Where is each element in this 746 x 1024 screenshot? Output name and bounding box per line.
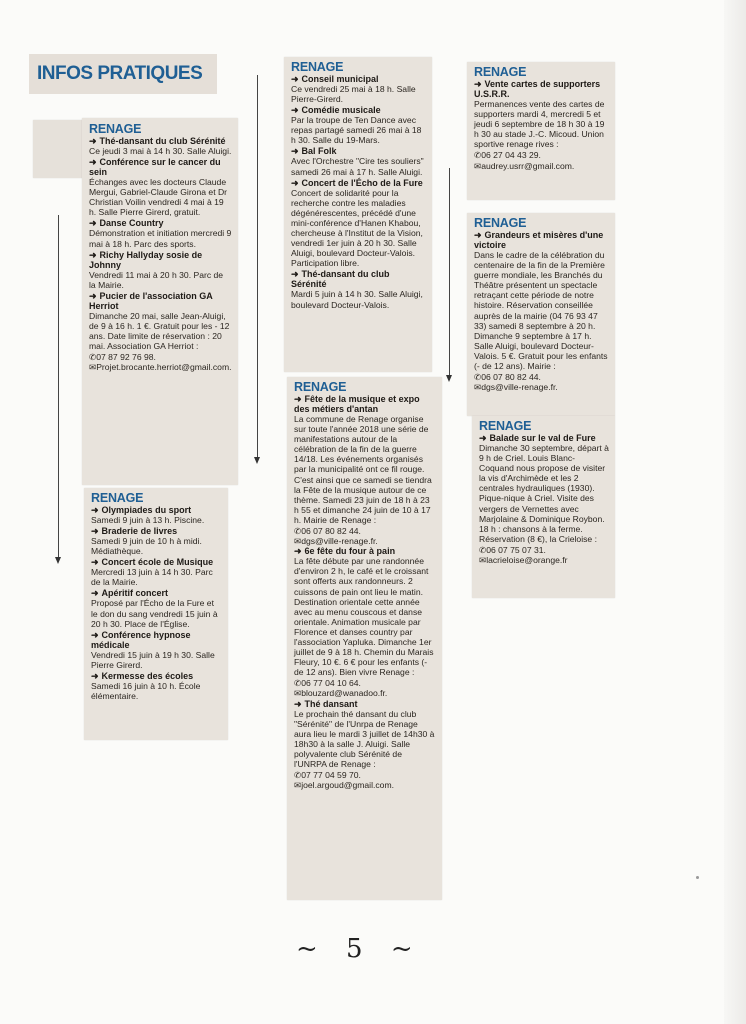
item-title <box>291 178 426 188</box>
clipping-5-items <box>474 79 609 171</box>
item-title-text: Braderie de livres <box>101 526 178 537</box>
list-item <box>474 79 609 171</box>
item-title <box>291 105 426 115</box>
item-title <box>291 146 426 156</box>
list-item <box>91 588 222 628</box>
item-body: Le prochain thé dansant du club "Sérénité" de l'Unrpa de Renage aura lieu le mardi 3 juillet de 14h30 à 18h30 à la salle J. Aluigi. Salle polyvalente club Sérénité de l'UNRPA de Renage : <box>294 708 435 769</box>
list-item <box>89 157 232 217</box>
item-title <box>91 526 222 536</box>
item-contact: ✉Projet.brocante.herriot@gmail.com. <box>89 362 232 373</box>
arrow-middle <box>257 75 258 460</box>
item-title <box>291 269 426 289</box>
clipping-6-head: RENAGE <box>474 216 527 230</box>
list-item <box>91 630 222 670</box>
item-body: Échanges avec les docteurs Claude Mergui, Gabriel-Claude Girona et Dr Christian Voilin vendredi 4 mai à 19 h. Salle Pierre Girerd, gratuit. <box>89 177 228 218</box>
list-item <box>89 291 232 373</box>
list-item <box>89 136 232 156</box>
item-contact: ✉lacrieloise@orange.fr <box>479 555 568 566</box>
clipping-6 <box>467 213 615 416</box>
clipping-4-items <box>294 394 436 790</box>
item-title-text: Concert de l'Écho de la Fure <box>301 177 423 188</box>
clipping-4 <box>287 377 442 900</box>
item-body: Concert de solidarité pour la recherche contre les maladies dégénérescentes, précédé d'une mini-conférence d'Hanen Khabou, chercheuse à l'Institut de la Vision, vendredi 1er juin à 20 h 30. Salle Aluigi, boulevard Docteur-Valois. Participation libre. <box>291 187 423 269</box>
arrow-icon: ➜ <box>291 74 299 84</box>
arrow-left <box>58 215 59 560</box>
clipping-3-head: RENAGE <box>291 60 344 74</box>
item-title <box>294 394 436 414</box>
clipping-5-head: RENAGE <box>474 65 527 79</box>
item-title <box>291 74 426 84</box>
arrow-icon: ➜ <box>479 433 487 443</box>
item-title <box>294 699 436 709</box>
list-item <box>291 146 426 176</box>
list-item <box>89 250 232 290</box>
arrow-icon: ➜ <box>91 588 99 599</box>
arrow-icon: ➜ <box>291 105 299 116</box>
item-title-text: Balade sur le val de Fure <box>489 433 596 443</box>
clipping-7-head: RENAGE <box>479 419 532 433</box>
item-body: Vendredi 15 juin à 19 h 30. Salle Pierre Girerd. <box>91 649 215 670</box>
item-contact: ✉dgs@ville-renage.fr. <box>294 536 378 547</box>
item-body: Permanences vente des cartes de supporters mardi 4, mercredi 5 et jeudi 6 septembre de 18 h 30 à 19 h 30 au stade J.-C. Micoud. Union sportive renage rives : <box>474 99 605 150</box>
clipping-6-items <box>474 230 609 392</box>
arrow-icon: ➜ <box>91 526 99 537</box>
list-item <box>91 671 222 701</box>
item-title-text: Apéritif concert <box>101 588 169 599</box>
item-title-text: Thé dansant <box>304 698 358 709</box>
item-title <box>89 136 232 146</box>
item-body: Samedi 16 juin à 10 h. École élémentaire. <box>91 680 201 702</box>
item-body: Proposé par l'Écho de la Fure et le don du sang vendredi 15 juin à 20 h 30. Place de l'Église. <box>91 598 218 629</box>
item-title-text: Grandeurs et misères d'une victoire <box>474 230 604 250</box>
arrow-icon: ➜ <box>294 394 302 404</box>
item-body: Ce jeudi 3 mai à 14 h 30. Salle Aluigi. <box>89 146 232 156</box>
clipping-1-items <box>89 136 232 372</box>
page-title-part1: INFOS <box>37 63 93 84</box>
item-body: Mardi 5 juin à 14 h 30. Salle Aluigi, boulevard Docteur-Valois. <box>291 289 423 310</box>
clipping-4-head: RENAGE <box>294 380 347 394</box>
arrow-icon: ➜ <box>89 136 97 146</box>
item-body: Dimanche 20 mai, salle Jean-Aluigi, de 9 à 16 h. 1 €. Gratuit pour les - 12 ans. Date limite de réservation : 20 mai. Association GA Herriot : <box>89 310 230 352</box>
item-contact: ✆06 07 80 82 44. <box>474 372 541 383</box>
item-body: Samedi 9 juin à 13 h. Piscine. <box>91 515 205 525</box>
paper-edge <box>724 0 746 1024</box>
item-title-text: Conférence hypnose médicale <box>91 629 191 650</box>
arrow-right <box>449 168 450 378</box>
item-title-text: Olympiades du sport <box>101 505 192 515</box>
arrow-icon: ➜ <box>89 218 97 229</box>
item-title <box>91 505 222 515</box>
item-title-text: Conférence sur le cancer du sein <box>89 157 221 178</box>
page-title-part2: PRATIQUES <box>97 63 203 84</box>
item-title <box>89 218 232 228</box>
item-title <box>479 433 609 443</box>
item-title <box>89 291 232 311</box>
item-contact: ✉blouzard@wanadoo.fr. <box>294 688 388 699</box>
list-item <box>291 178 426 269</box>
arrow-icon: ➜ <box>91 670 99 681</box>
item-body: Samedi 9 juin de 10 h à midi. Médiathèque. <box>91 536 202 557</box>
item-title-text: Vente cartes de supporters U.S.R.R. <box>474 79 601 99</box>
item-contact: ✉dgs@ville-renage.fr. <box>474 382 558 393</box>
item-title-text: Comédie musicale <box>301 105 381 116</box>
item-contact: ✆06 27 04 43 29. <box>474 150 541 161</box>
clipping-1-body <box>82 118 238 485</box>
clipping-7-items <box>479 433 609 565</box>
clipping-7 <box>472 416 615 598</box>
item-title <box>474 230 609 250</box>
item-title-text: Concert école de Musique <box>101 557 214 568</box>
item-title-text: Richy Hallyday sosie de Johnny <box>89 249 203 270</box>
item-contact: ✆06 07 80 82 44. <box>294 526 361 537</box>
item-title-text: Conseil municipal <box>301 74 379 84</box>
item-contact: ✆07 77 04 59 70. <box>294 770 361 781</box>
item-title-text: 6e fête du four à pain <box>304 546 396 557</box>
item-title-text: Thé-dansant du club Sérénité <box>99 136 226 146</box>
item-body: Dans le cadre de la célébration du centenaire de la fin de la Première guerre mondiale, les Branchés du Théâtre présentent un spectacle retraçant cette période de notre histoire. Réservation conseillée auprès de la mairie (04 76 93 47 33) samedi 8 septembre à 20 h. Dimanche 9 septembre à 17 h. Salle Aluigi, boulevard Docteur-Valois. 5 €. Gratuit pour les enfants (- de 12 ans). Mairie : <box>474 250 608 372</box>
item-body: Dimanche 30 septembre, départ à 9 h de Criel. Louis Blanc-Coquand nous propose de visiter la vis d'Archimède et les 2 centrales hydrauliques (1930). Pique-nique à Criel. Visite des vergers de Vernettes avec Marjolaine & Dominique Roybon. 18 h : chansons à la ferme. Réservation (8 €), la Crieloise : <box>479 443 609 544</box>
list-item <box>91 526 222 556</box>
item-contact: ✉joel.argoud@gmail.com. <box>294 780 394 791</box>
clipping-1-head: RENAGE <box>89 122 142 136</box>
clipping-2 <box>84 488 228 740</box>
item-body: Vendredi 11 mai à 20 h 30. Parc de la Mairie. <box>89 269 224 290</box>
list-item <box>294 546 436 698</box>
item-title-text: Kermesse des écoles <box>101 670 194 681</box>
item-body: La commune de Renage organise sur toute l'année 2018 une série de manifestations autour de la célébration de la fin de la guerre 14/18. Les événements organisés par la municipalité ont ce fil rouge. C'est ainsi que ce samedi se tiendra la Fête de la musique autour de ce thème. Samedi 23 juin de 18 h à 23 h 55 et dimanche 24 juin de 10 à 17 h. Mairie de Renage : <box>294 414 432 525</box>
list-item <box>479 433 609 565</box>
list-item <box>474 230 609 392</box>
arrow-icon: ➜ <box>89 249 97 260</box>
page-number: ~ 5 ~ <box>296 934 423 964</box>
item-contact: ✉audrey.usrr@gmail.com. <box>474 160 575 171</box>
clipping-3 <box>284 57 432 372</box>
item-title-text: Pucier de l'association GA Herriot <box>89 290 213 311</box>
item-title <box>91 588 222 598</box>
arrow-icon: ➜ <box>91 629 99 640</box>
arrow-icon: ➜ <box>91 557 99 568</box>
arrow-icon: ➜ <box>474 79 482 89</box>
item-title-text: Danse Country <box>99 218 164 229</box>
arrow-icon: ➜ <box>89 290 97 301</box>
list-item <box>291 105 426 145</box>
arrow-icon: ➜ <box>291 177 299 188</box>
arrow-icon: ➜ <box>291 146 299 157</box>
item-contact: ✆07 87 92 76 98. <box>89 352 156 363</box>
item-title-text: Bal Folk <box>301 146 337 157</box>
list-item <box>91 557 222 587</box>
clipping-2-items <box>91 505 222 701</box>
list-item <box>91 505 222 525</box>
item-title <box>91 630 222 650</box>
arrow-icon: ➜ <box>294 698 302 709</box>
item-title <box>89 250 232 270</box>
item-body: Avec l'Orchestre "Cire tes souliers" samedi 26 mai à 17 h. Salle Aluigi. <box>291 156 424 177</box>
item-body: Démonstration et initiation mercredi 9 mai à 18 h. Parc des sports. <box>89 228 232 249</box>
item-contact: ✆06 77 04 10 64. <box>294 678 361 689</box>
item-title <box>474 79 609 99</box>
item-title <box>91 557 222 567</box>
list-item <box>89 218 232 248</box>
clipping-2-head: RENAGE <box>91 491 144 505</box>
list-item <box>294 394 436 546</box>
clipping-3-items <box>291 74 426 310</box>
item-title-text: Thé-dansant du club Sérénité <box>291 269 390 290</box>
arrow-icon: ➜ <box>89 157 97 168</box>
item-body: Par la troupe de Ten Dance avec repas partagé samedi 26 mai à 18 h 30. Salle du 19-Mars. <box>291 115 422 146</box>
item-title-text: Fête de la musique et expo des métiers d'antan <box>294 394 420 414</box>
speck <box>696 876 699 879</box>
arrow-icon: ➜ <box>291 269 299 280</box>
item-title <box>294 546 436 556</box>
arrow-icon: ➜ <box>294 546 302 557</box>
item-title <box>89 157 232 177</box>
list-item <box>294 699 436 791</box>
page-title <box>29 54 217 94</box>
item-body: La fête débute par une randonnée d'environ 2 h, le café et le croissant sont offerts aux randonneurs. 2 cuissons de pain ont lieu le matin. Destination orientale cette année avec au menu couscous et danse orientale. Animation musicale par Florence et danses country par l'association Yapluka. Dimanche 1er juillet de 9 à 18 h. Chemin du Marais Fleury, 10 €. 6 € pour les enfants (- de 12 ans). Bien vivre Renage : <box>294 556 434 678</box>
list-item <box>291 74 426 104</box>
arrow-icon: ➜ <box>91 505 99 515</box>
clipping-5 <box>467 62 615 200</box>
item-body: Ce vendredi 25 mai à 18 h. Salle Pierre-Girerd. <box>291 84 416 105</box>
list-item <box>291 269 426 309</box>
item-contact: ✆06 07 75 07 31. <box>479 544 546 555</box>
item-body: Mercredi 13 juin à 14 h 30. Parc de la Mairie. <box>91 567 213 588</box>
arrow-icon: ➜ <box>474 230 482 240</box>
item-title <box>91 671 222 681</box>
